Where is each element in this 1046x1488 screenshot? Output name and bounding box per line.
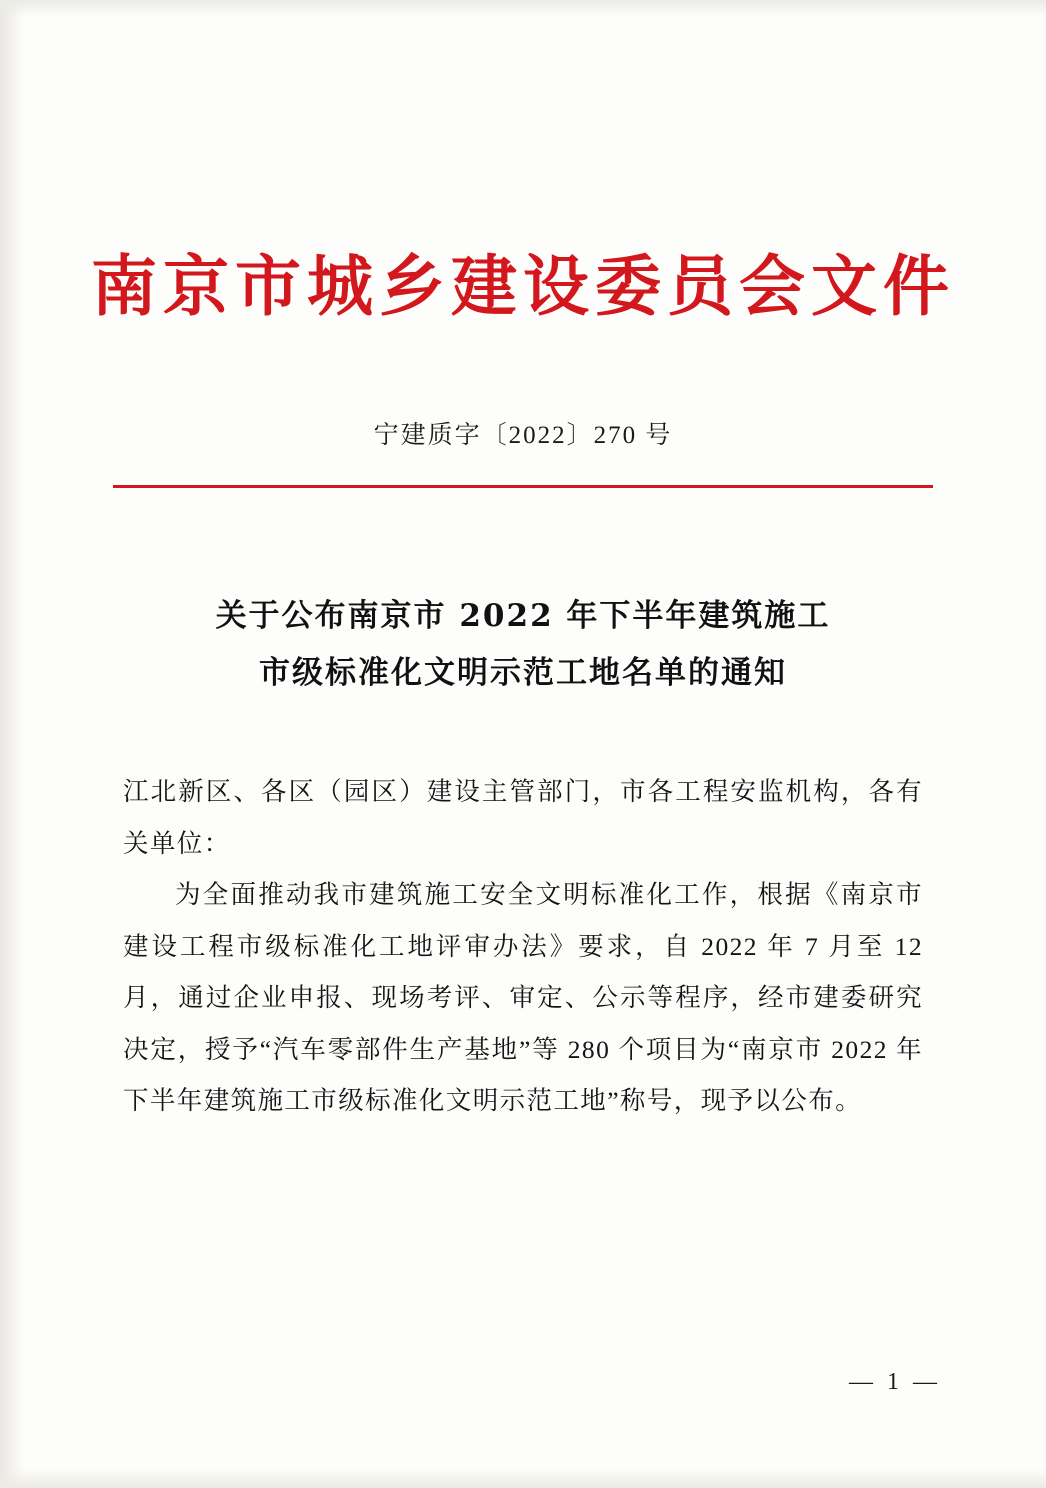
recipients-paragraph: 江北新区、各区（园区）建设主管部门，市各工程安监机构，各有关单位：	[123, 777, 923, 858]
issuing-organization-title: 南京市城乡建设委员会文件	[91, 247, 955, 325]
main-paragraph: 为全面推动我市建筑施工安全文明标准化工作，根据《南京市建设工程市级标准化工地评审办法》要求，自 2022 年 7 月至 12 月，通过企业申报、现场考评、审定、公示等程序，经市建委研究决定，授予“汽车零部件生产基地”等 280 个项目为“南京市 2022 年下半年建筑施工市级标准化文明示范工地”称号，现予以公布。	[123, 880, 923, 1116]
red-divider-rule	[113, 485, 933, 488]
document-title-line-1: 关于公布南京市 2022 年下半年建筑施工	[215, 597, 831, 634]
page-number: — 1 —	[849, 1369, 941, 1395]
page-edge-shadow-bottom	[0, 1468, 1046, 1488]
document-number: 宁建质字〔2022〕270 号	[373, 421, 673, 449]
document-title	[0, 588, 1046, 703]
document-title-line-2: 市级标准化文明示范工地名单的通知	[259, 654, 787, 691]
document-header	[0, 0, 1046, 323]
document-body	[123, 766, 923, 1127]
